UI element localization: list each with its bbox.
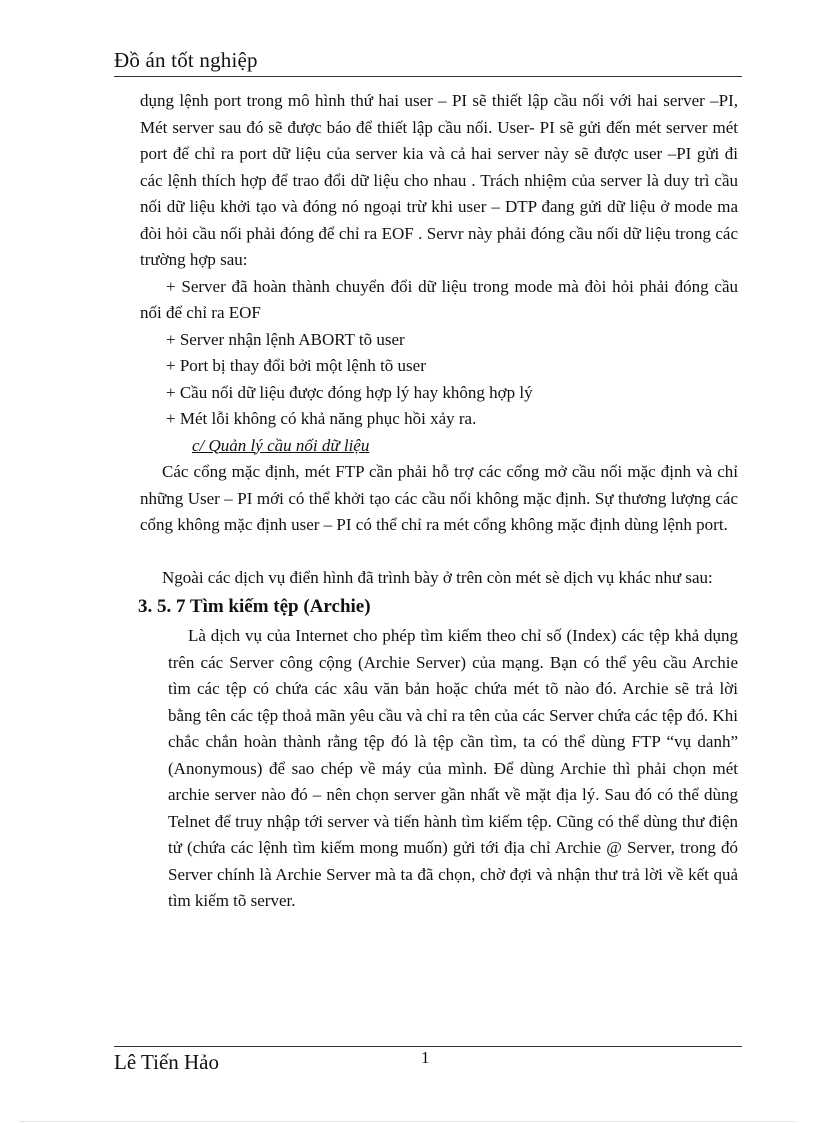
section-heading-archie: 3. 5. 7 Tìm kiếm tệp (Archie) — [138, 596, 371, 617]
paragraph-archie: Là dịch vụ của Internet cho phép tìm kiếm theo chỉ số (Index) các tệp khả dụng trên các Server công cộng (Archie Server) của mạng. Bạn có thể yêu cầu Archie tìm các tệp có chứa các xâu văn bản hoặc chứa mét tõ nào đó. Archie sẽ trả lời bằng tên các tệp thoả mãn yêu cầu và chỉ ra tên của các Server chứa các tệp đó. Khi chắc chắn hoàn thành rằng tệp đó là tệp cần tìm, ta có thể dùng FTP “vụ danh” (Anonymous) để sao chép về máy của mình. Để dùng Archie thì phải chọn mét archie server nào đó – nên chọn server gần nhất về mặt địa lý. Sau đó có thể dùng Telnet để truy nhập tới server và tiến hành tìm kiếm tệp. Cũng có thể dùng thư điện tử (chứa các lệnh tìm kiếm mong muốn) gửi tới địa chỉ Archie @ Server, trong đó Server chính là Archie Server mà ta đã chọn, chờ đợi và nhận thư trả lời về kết quả tìm kiếm tõ server. — [168, 626, 738, 910]
paragraph-other-services: Ngoài các dịch vụ điển hình đã trình bày ở trên còn mét sè dịch vụ khác như sau: — [162, 567, 713, 587]
subheading-connection-management: c/ Quản lý cầu nối dữ liệu — [192, 435, 370, 455]
document-body — [140, 88, 738, 915]
bullet-item: + Cầu nối dữ liệu được đóng hợp lý hay không hợp lý — [166, 382, 533, 402]
footer-author: Lê Tiến Hảo — [114, 1050, 219, 1074]
header-rule — [114, 76, 742, 77]
blank-line — [140, 539, 738, 565]
bullet-item: + Server nhận lệnh ABORT tõ user — [166, 329, 405, 349]
paragraph-data-connection: dụng lệnh port trong mô hình thứ hai user – PI sẽ thiết lập cầu nối với hai server –PI, Mét server sau đó sẽ được báo để thiết lập cầu nối. User- PI sẽ gửi đến mét server mét port để chỉ ra port dữ liệu của server kia và cả hai server này sẽ được user –PI gửi đi các lệnh thích hợp để trao đổi dữ liệu cho nhau . Trách nhiệm của server là duy trì cầu nối dữ liệu khởi tạo và đóng nó ngoại trừ khi user – DTP đang gửi dữ liệu ở mode ma đòi hỏi cầu nối phải đóng để chỉ ra EOF . Servr này phải đóng cầu nối dữ liệu trong các trường hợp sau: — [140, 91, 738, 269]
page-edge-dotted-line — [20, 1121, 796, 1122]
bullet-item: + Server đã hoàn thành chuyển đổi dữ liệu trong mode mà đòi hỏi phải đóng cầu nối để chỉ ra EOF — [140, 276, 738, 322]
bullet-item: + Mét lỗi không có khả năng phục hồi xảy ra. — [166, 409, 477, 428]
bullet-item: + Port bị thay đổi bởi một lệnh tõ user — [166, 356, 426, 375]
page-number: 1 — [421, 1048, 430, 1067]
paragraph-default-ports: Các cổng mặc định, mét FTP cần phải hỗ trợ các cổng mở cầu nối mặc định và chỉ những User – PI mới có thể khởi tạo các cầu nối không mặc định. Sự thương lượng các cổng không mặc định user – PI có thể chỉ ra mét cổng không mặc định dùng lệnh port. — [140, 462, 738, 534]
page-header-title: Đồ án tốt nghiệp — [114, 48, 258, 72]
footer-rule — [114, 1046, 742, 1047]
